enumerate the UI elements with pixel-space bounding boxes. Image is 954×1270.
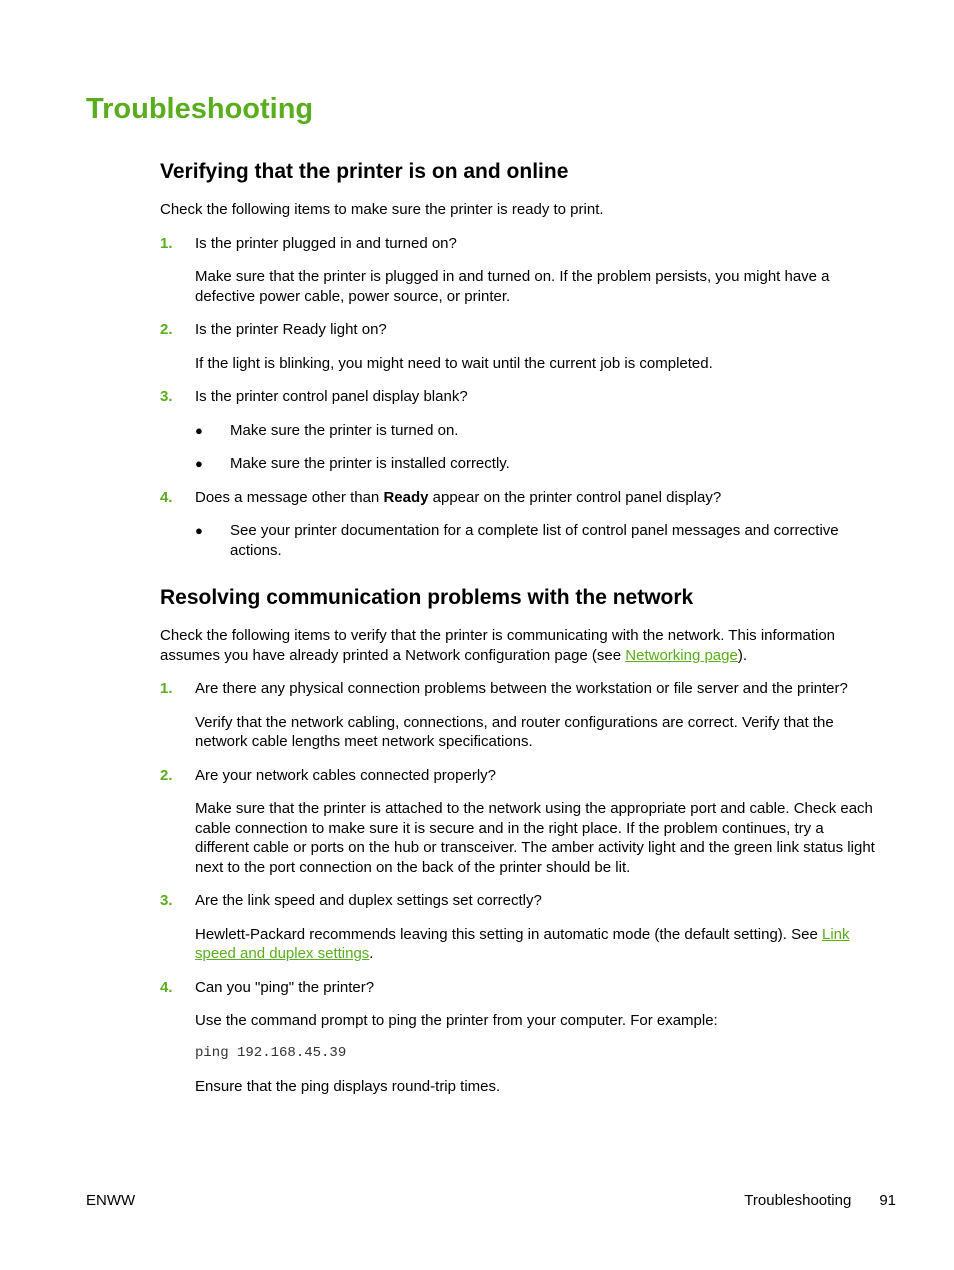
step-number: 3.: [160, 892, 173, 909]
footer-section-title: Troubleshooting: [744, 1192, 852, 1209]
link-speed-duplex-link[interactable]: Link speed and duplex settings: [195, 925, 850, 962]
list-item: [160, 320, 880, 373]
bullet-list: [195, 421, 880, 474]
steps-list: [160, 234, 880, 561]
intro-text: ).: [737, 646, 748, 664]
list-item: [160, 679, 880, 752]
step-question: Is the printer Ready light on?: [195, 321, 387, 338]
steps-list: [160, 679, 880, 1096]
page-title: Troubleshooting: [86, 93, 314, 125]
step-question: [195, 488, 880, 508]
section-intro: [160, 626, 880, 665]
step-question: Is the printer control panel display blank?: [195, 388, 468, 405]
section-intro: Check the following items to make sure the printer is ready to print.: [160, 201, 604, 218]
list-item: [160, 978, 880, 1097]
list-item: [160, 891, 880, 964]
step-question: Are there any physical connection problems between the workstation or file server and the printer?: [195, 680, 848, 697]
detail-text: Hewlett-Packard recommends leaving this setting in automatic mode (the default setting). See: [195, 925, 822, 943]
step-detail: Make sure that the printer is attached to the network using the appropriate port and cable. Check each cable connection to make sure it is secure and in the right place. If the problem continues, try a different cable or ports on the hub or transceiver. The amber activity light and the green link status light next to the port connection on the back of the printer should be lit.: [195, 800, 875, 876]
step-number: 2.: [160, 766, 173, 784]
section-heading: Verifying that the printer is on and online: [160, 160, 569, 183]
step-question: Are your network cables connected properly?: [195, 766, 496, 784]
page-number: 91: [879, 1192, 896, 1209]
question-text: Does a message other than: [195, 488, 384, 506]
bullet-text: Make sure the printer is turned on.: [230, 421, 459, 439]
bullet-item: [195, 421, 880, 441]
step-number: 1.: [160, 234, 173, 252]
list-item: [160, 488, 880, 561]
section-heading: Resolving communication problems with the network: [160, 586, 694, 609]
detail-text: .: [369, 945, 374, 962]
step-detail: Verify that the network cabling, connections, and router configurations are correct. Verify that the network cable lengths meet network specifications.: [195, 713, 834, 750]
step-detail: [195, 925, 880, 964]
question-text: appear on the printer control panel display?: [428, 488, 722, 506]
footer: [744, 1192, 896, 1209]
main-content: [160, 156, 880, 1110]
step-number: 2.: [160, 321, 173, 338]
list-item: [160, 387, 880, 474]
bullet-item: [195, 454, 880, 474]
code-sample: ping 192.168.45.39: [195, 1044, 347, 1061]
section-network-problems: [160, 582, 880, 1096]
bullet-icon: ●: [195, 422, 203, 438]
step-number: 3.: [160, 388, 173, 405]
networking-page-link[interactable]: Networking page: [625, 646, 738, 664]
step-number: 1.: [160, 680, 173, 697]
step-detail: Use the command prompt to ping the printer from your computer. For example:: [195, 1012, 718, 1029]
step-question: Can you "ping" the printer?: [195, 978, 375, 996]
bullet-text: Make sure the printer is installed correctly.: [230, 455, 510, 472]
step-detail: Make sure that the printer is plugged in and turned on. If the problem persists, you might have a defective power cable, power source, or printer.: [195, 268, 830, 305]
step-number: 4.: [160, 488, 173, 506]
bullet-icon: ●: [195, 523, 203, 538]
intro-text: Check the following items to verify that the printer is communicating with the network. This information assumes you have already printed a Network configuration page (see: [160, 627, 836, 664]
step-number: 4.: [160, 978, 173, 996]
ready-keyword: Ready: [383, 488, 429, 506]
list-item: [160, 234, 880, 307]
bullet-icon: ●: [195, 456, 203, 471]
step-detail: If the light is blinking, you might need to wait until the current job is completed.: [195, 354, 713, 372]
step-question: Is the printer plugged in and turned on?: [195, 234, 457, 252]
bullet-text: See your printer documentation for a complete list of control panel messages and corrective actions.: [230, 522, 839, 559]
list-item: [160, 766, 880, 878]
step-question: Are the link speed and duplex settings set correctly?: [195, 892, 542, 909]
section-printer-online: [160, 156, 880, 560]
bullet-item: [195, 521, 880, 560]
bullet-list: [195, 521, 880, 560]
step-detail: Ensure that the ping displays round-trip times.: [195, 1077, 501, 1095]
footer-doc-code: ENWW: [86, 1192, 136, 1209]
